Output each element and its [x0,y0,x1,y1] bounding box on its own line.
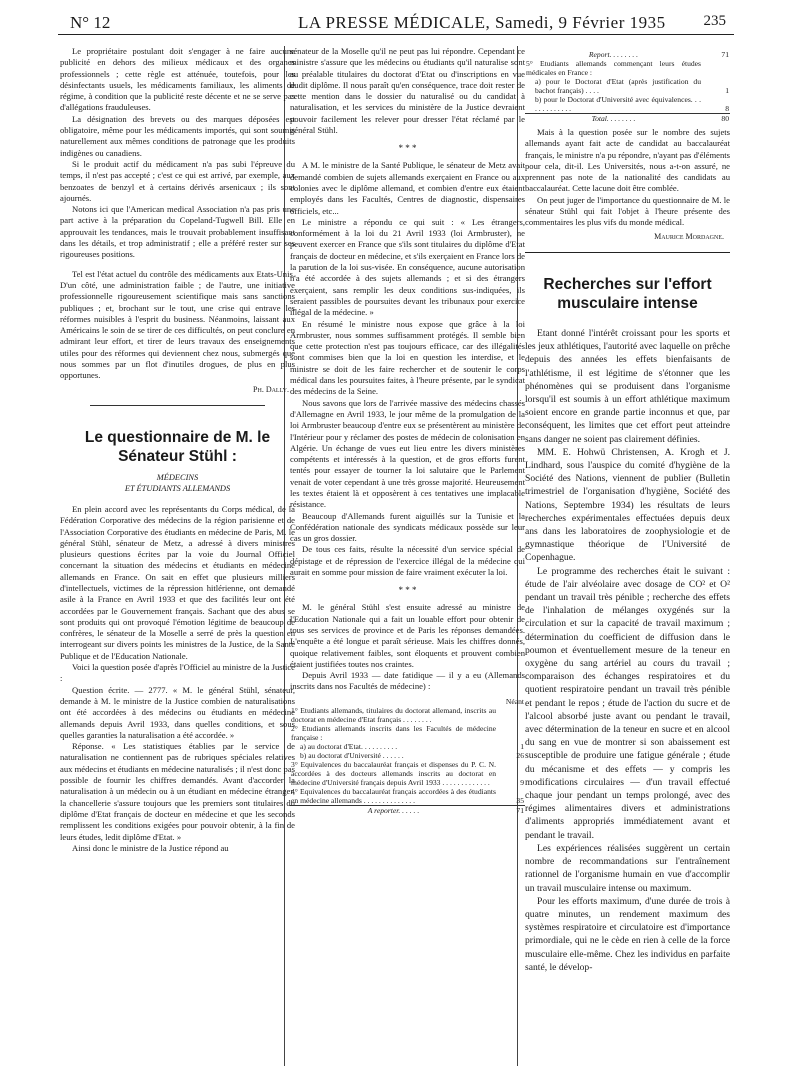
section-divider [90,405,265,406]
section-stars: * * * [398,585,417,596]
table-row: 5° Etudiants allemands commençant leurs études médicales en France : [526,59,701,77]
paragraph: Nous savons que lors de l'arrivée massive des médecins chassés d'Allemagne en Avril 1933, le jour même de la promulgation de la loi Armbruster beaucoup d'entre eux se présentèrent au ministère de l'Intérieur pour y réclamer des postes de médecin de colonisation en Algérie. Un échange de vues eut lieu entre les divers ministères compétents et intéressés à la question, et de gros efforts furent tentés pour essayer de tourner la loi salutaire que le Parlement venait de voter cependant à une très grosse majorité. Heureusement les textes étaient là et opposèrent à ces tentatives une implacable résistance. [290,397,525,510]
table-total-row: Total. . . . . . . . 80 [525,114,730,124]
table-row: b) au doctorat d'Université . . . . . . 26 [300,750,524,760]
paragraph: MM. E. Hohwü Christensen, A. Krogh et J. Lindhard, sous l'auspice du comité d'hygiène de la Société des Nations, viennent de publier (Bulletin trimestriel de l'organisation d'hygiène, Société des Nations, Septembre 1934) les résultats de leurs recherches expérimentales effectuées depuis deux ans dans les laboratoires de zoophysiologie et de gymnastique théorique de l'Université de Copenhague. [525,446,730,564]
paragraph: Si le produit actif du médicament n'a pas subi l'épreuve du temps, il n'est pas accepté ; c'est ce qui est arrivé, par exemple, aux benzoates de benzyl et à certains dérivés arsenicaux ; ils sont ajournés. [60,158,295,203]
statistics-table-continued [525,50,730,123]
paragraph: De tous ces faits, résulte la nécessité d'un service spécial de dépistage et de répression de l'exercice illégal de la médecine qui aurait en somme pour mission de faire vraiment exécuter la loi. [290,544,525,578]
paragraph: Voici la question posée d'après l'Officiel au ministre de la Justice : [60,662,295,684]
paragraph: Etant donné l'intérêt croissant pour les sports et les jeux athlétiques, l'autorité avec laquelle on prêche depuis des années les effets bienfaisants de l'athlétisme, il est légitime de s'étonner que les phénomènes qui se produisent dans l'organisme lorsqu'il est soumis à un effort athlétique maximum soient encore en grande partie inconnus et que, par conséquent, les limites que cet effort peut atteindre sans danger ne soient pas clairement définies. [525,327,730,445]
paragraph: Question écrite. — 2777. « M. le général Stühl, sénateur, demande à M. le ministre de la Justice combien de naturalisations ont été accordées à des médecins ou étudiants en médecine allemands depuis Avril 1933, dans quelles conditions, et sous quelles garanties la naturalisation a été accordée. » [60,684,295,740]
paragraph: A M. le ministre de la Santé Publique, le sénateur de Metz avait demandé combien de sujets allemands exerçaient en France ou aux colonies avec le diplôme allemand, et combien d'entre eux étaient employés dans les Facultés, Centres de diagnostic, dispensaires officiels, etc... [290,160,525,216]
column-2 [290,46,525,1068]
article-subtitle: MÉDECINS [156,472,199,482]
paragraph: Beaucoup d'Allemands furent aiguillés sur la Tunisie et la Confédération nationale des syndicats médicaux possède sur leur cas un gros dossier. [290,510,525,544]
section-divider [525,252,730,253]
column-1 [60,46,295,1068]
page-header [58,8,734,35]
paragraph: Pour les efforts maximum, d'une durée de trois à quatre minutes, un rendement maximum des systèmes respiratoire et circulatoire est d'importance primordiale, qui ne le cède en rien à celle de la force musculaire elle-même. Chez les individus en parfaite santé, le dévelop- [525,895,730,973]
table-row: 2° Etudiants allemands inscrits dans les Facultés de médecine française : [291,723,496,742]
table-row: 4° Equivalences du baccalauréat français accordées à des étudiants en médecine allemands . . . . . . . . . . . . . . 35 [291,786,524,805]
paragraph: Réponse. « Les statistiques établies par le service de naturalisation ne contiennent pas de rubriques spéciales relatives aux médecins et étudiants en médecine naturalisés ; il n'est donc pas possible de fournir les chiffres demandés. Avant d'accorder la naturalisation à un médecin ou à un étudiant en médecine étranger, la chancellerie s'assure toujours que les premiers sont titulaires du diplôme d'Etat français de docteur en médecine et que les seconds remplissent les conditions exigées pour pouvoir obtenir, à la fin de leurs études, ledit diplôme d'Etat. » [60,741,295,842]
paragraph: Depuis Avril 1933 — date fatidique — il y a eu (Allemands inscrits dans nos Facultés de médecine) : [290,670,525,692]
section-stars: * * * [398,143,417,154]
author-signature: Maurice Mordagne. [654,231,724,241]
table-head: Néant [505,696,524,706]
paragraph: En plein accord avec les représentants du Corps médical, de la Fédération Corporative des médecins de la région parisienne et de l'Association Corporative des étudiants en médecine de Paris, M. le général Stühl, sénateur de Metz, a adressé à divers ministres plusieurs questions écrites par la voie du Journal Officiel concernant la situation des médecins et étudiants en médecine allemands en France. On sait en effet que plusieurs milliers d'intellectuels, victimes de la répression hitlérienne, ont demandé asile à la France en Avril 1933 et que des facilités leur ont été accordées par le Gouvernement français. Sachant que des abus se sont produits qui ont provoqué l'émotion légitime de beaucoup de confrères, le sénateur de la Moselle a serré de près la question en interrogeant sur divers points les ministres de la Justice, de la Santé Publique et de l'Education Nationale. [60,503,295,661]
paragraph: On peut juger de l'importance du questionnaire de M. le sénateur Stühl qui fait l'objet à l'heure présente des commentaires les plus vifs du monde médical. [525,194,730,228]
paragraph: M. le général Stühl s'est ensuite adressé au ministre de l'Education Nationale qui a fait un louable effort pour obtenir de tous ses services de province et de Paris les réponses demandées. L'enquête a été longue et paraît sérieuse. Mais les chiffres donnés, quoique relativement faibles, sont éloquents et prouvent combien étaient justifiées toutes nos craintes. [290,602,525,669]
paragraph: Les expériences réalisées suggèrent un certain nombre de recommandations sur l'entraînement rationnel de l'organisme humain en vue d'accomplir un travail musculaire intense ou maximum. [525,842,730,894]
table-row: Report. . . . . . . . 71 [588,50,729,59]
statistics-table [290,697,525,815]
page-number: 235 [703,13,726,29]
article-title: Le questionnaire de M. le Sénateur Stühl : [84,428,271,465]
table-row: a) pour le Doctorat d'Etat (après justification du bachot français) . . . . 1 [535,77,729,95]
table-row: 3° Equivalences du baccalauréat français et dispenses du P. C. N. accordées à des docteurs allemands inscrits au doctorat en médecine d'Université français depuis Avril 1933 . . . . . . . . . . . . . 9 [291,759,524,787]
article-body [525,327,730,974]
paragraph: sénateur de la Moselle qu'il ne peut pas lui répondre. Cependant ce ministre s'assure que les médecins ou étudiants qu'il naturalise sont au préalable titulaires du doctorat d'Etat ou d'inscriptions en vue dudit diplôme. Il nous paraît qu'en conséquence, trace doit rester de cette mention dans le dossier du naturalisé ou du candidat à naturalisation, et les services du ministère de la Justice devraient pouvoir facilement les relever pour dresser l'état réclamé par le général Stühl. [290,46,525,136]
column-3 [525,46,730,1068]
paragraph: En résumé le ministre nous expose que grâce à la loi Armbruster, nous sommes suffisamment protégés. Il semble bien que cette protection n'est pas toujours efficace, car des illégalités sont commises bien que la loi en question les interdise, et le ministre se doit de les faire rechercher et de soutenir le corps médical dans les poursuites faites, à l'heure présente, par le syndicat des médecins de la Seine. [290,318,525,397]
journal-title: LA PRESSE MÉDICALE, Samedi, 9 Février 1935 [298,13,666,32]
paragraph: Le propriétaire postulant doit s'engager à ne faire aucune publicité en dehors des milieux médicaux et des organes professionnels ; cette règle est atténuée, toutefois, pour les désinfectants usuels, les médicaments familiaux, les aliments de régime, à condition que la publicité reste décente et ne se serve pas d'allégations frauduleuses. [60,46,295,113]
paragraph: Mais à la question posée sur le nombre des sujets allemands ayant fait acte de candidat au baccalauréat français, le ministre n'a pu répondre, n'ayant pas d'éléments pour cela, dit-il. Les Universités, nous a-t-on assuré, ne prennent pas note de la nationalité des candidats au baccalauréat. Cette lacune doit être comblée. [525,127,730,194]
article-subtitle: ET ÉTUDIANTS ALLEMANDS [124,483,231,493]
paragraph: Le ministre a répondu ce qui suit : « Les étrangers, conformément à la loi du 21 Avril 1933 (loi Armbruster), ne peuvent exercer en France que s'ils sont titulaires du diplôme d'Etat français de docteur en médecine, et s'ils exerçaient en France lors de la parution de la loi sus-visée. En conséquence, aucune autorisation n'a été accordée à des sujets allemands ; et si des étrangers exerçaient, sans remplir les deux conditions sus-indiquées, ils seraient passibles de poursuites devant les tribunaux pour exercice illégal de la médecine. » [290,216,525,318]
paragraph: Tel est l'état actuel du contrôle des médicaments aux Etats-Unis. D'un côté, une administration faible ; de l'autre, une initiative professionnelle rigoureusement scientifique mais sans sanctions publiques ; et, brochant sur le tout, une crise qui entrave les réformes nuisibles à l'esprit du business. Néanmoins, laissant aux Américains le soin de se tirer de ces difficultés, on peut conclure en admirant leur effort, et tirer de leurs travaux des enseignements utiles pour des réformes qui deviennent chez nous, submergés que nous sommes par un flot d'inutiles drogues, de plus en plus opportunes. [60,268,295,381]
issue-number: N° 12 [70,13,111,32]
paragraph: Notons ici que l'American medical Association n'a pas pris une part active à la préparation du Copeland-Tugwell Bill. Elle en approuvait les tendances, mais le trouvait probablement insuffisant dans les détails, et trop administratif ; elle a préféré rester sur ses rigoureuses positions. [60,204,295,260]
paragraph: La désignation des brevets ou des marques déposées est obligatoire, même pour les médicaments importés, qui sont soumis naturellement aux mêmes conditions de patronage que les produits indigènes ou canadiens. [60,113,295,158]
paragraph: Le programme des recherches était le suivant : étude de l'air alvéolaire avec dosage de CO² et O² pendant un travail très pénible ; recherche des effets de l'inhalation de mélanges oxygénés sur la circulation et sur la capacité de travail maximum ; détermination du coefficient de diffusion dans le poumon et éventuellement mesure de la teneur en oxygène du sang artériel au cours du travail ; comparaison des échanges respiratoires et du quotient respiratoire pendant un travail très pénible et pendant le repos ; étude de l'action du sucre et de l'alcool absorbé juste avant ou pendant le travail, avec détermination de la teneur en sucre et en alcool du sang en vue de montrer si son abaissement est susceptible de produire une fatigue générale ; étude du mécanisme et des effets — y compris les modifications circulaires — d'un travail effectué chaque jour pendant un temps prolongé, avec des régimes alimentaires divers et administrations d'aliments appropriés immédiatement avant et pendant le travail. [525,565,730,841]
article-title: Recherches sur l'effort musculaire intense [543,275,712,312]
table-row: b) pour le Doctorat d'Université avec équivalences. . . . . . . . . . . . . 8 [535,95,729,113]
table-total-row: A reporter. . . . . . 71 [290,805,525,815]
table-row: 1° Etudiants allemands, titulaires du doctorat allemand, inscrits au doctorat en médecine d'Etat français . . . . . . . . [291,705,496,724]
table-row: a) au doctorat d'Etat. . . . . . . . . . 1 [300,741,524,751]
author-signature: Ph. Dally. [253,384,289,394]
paragraph: Ainsi donc le ministre de la Justice répond au [72,842,229,853]
